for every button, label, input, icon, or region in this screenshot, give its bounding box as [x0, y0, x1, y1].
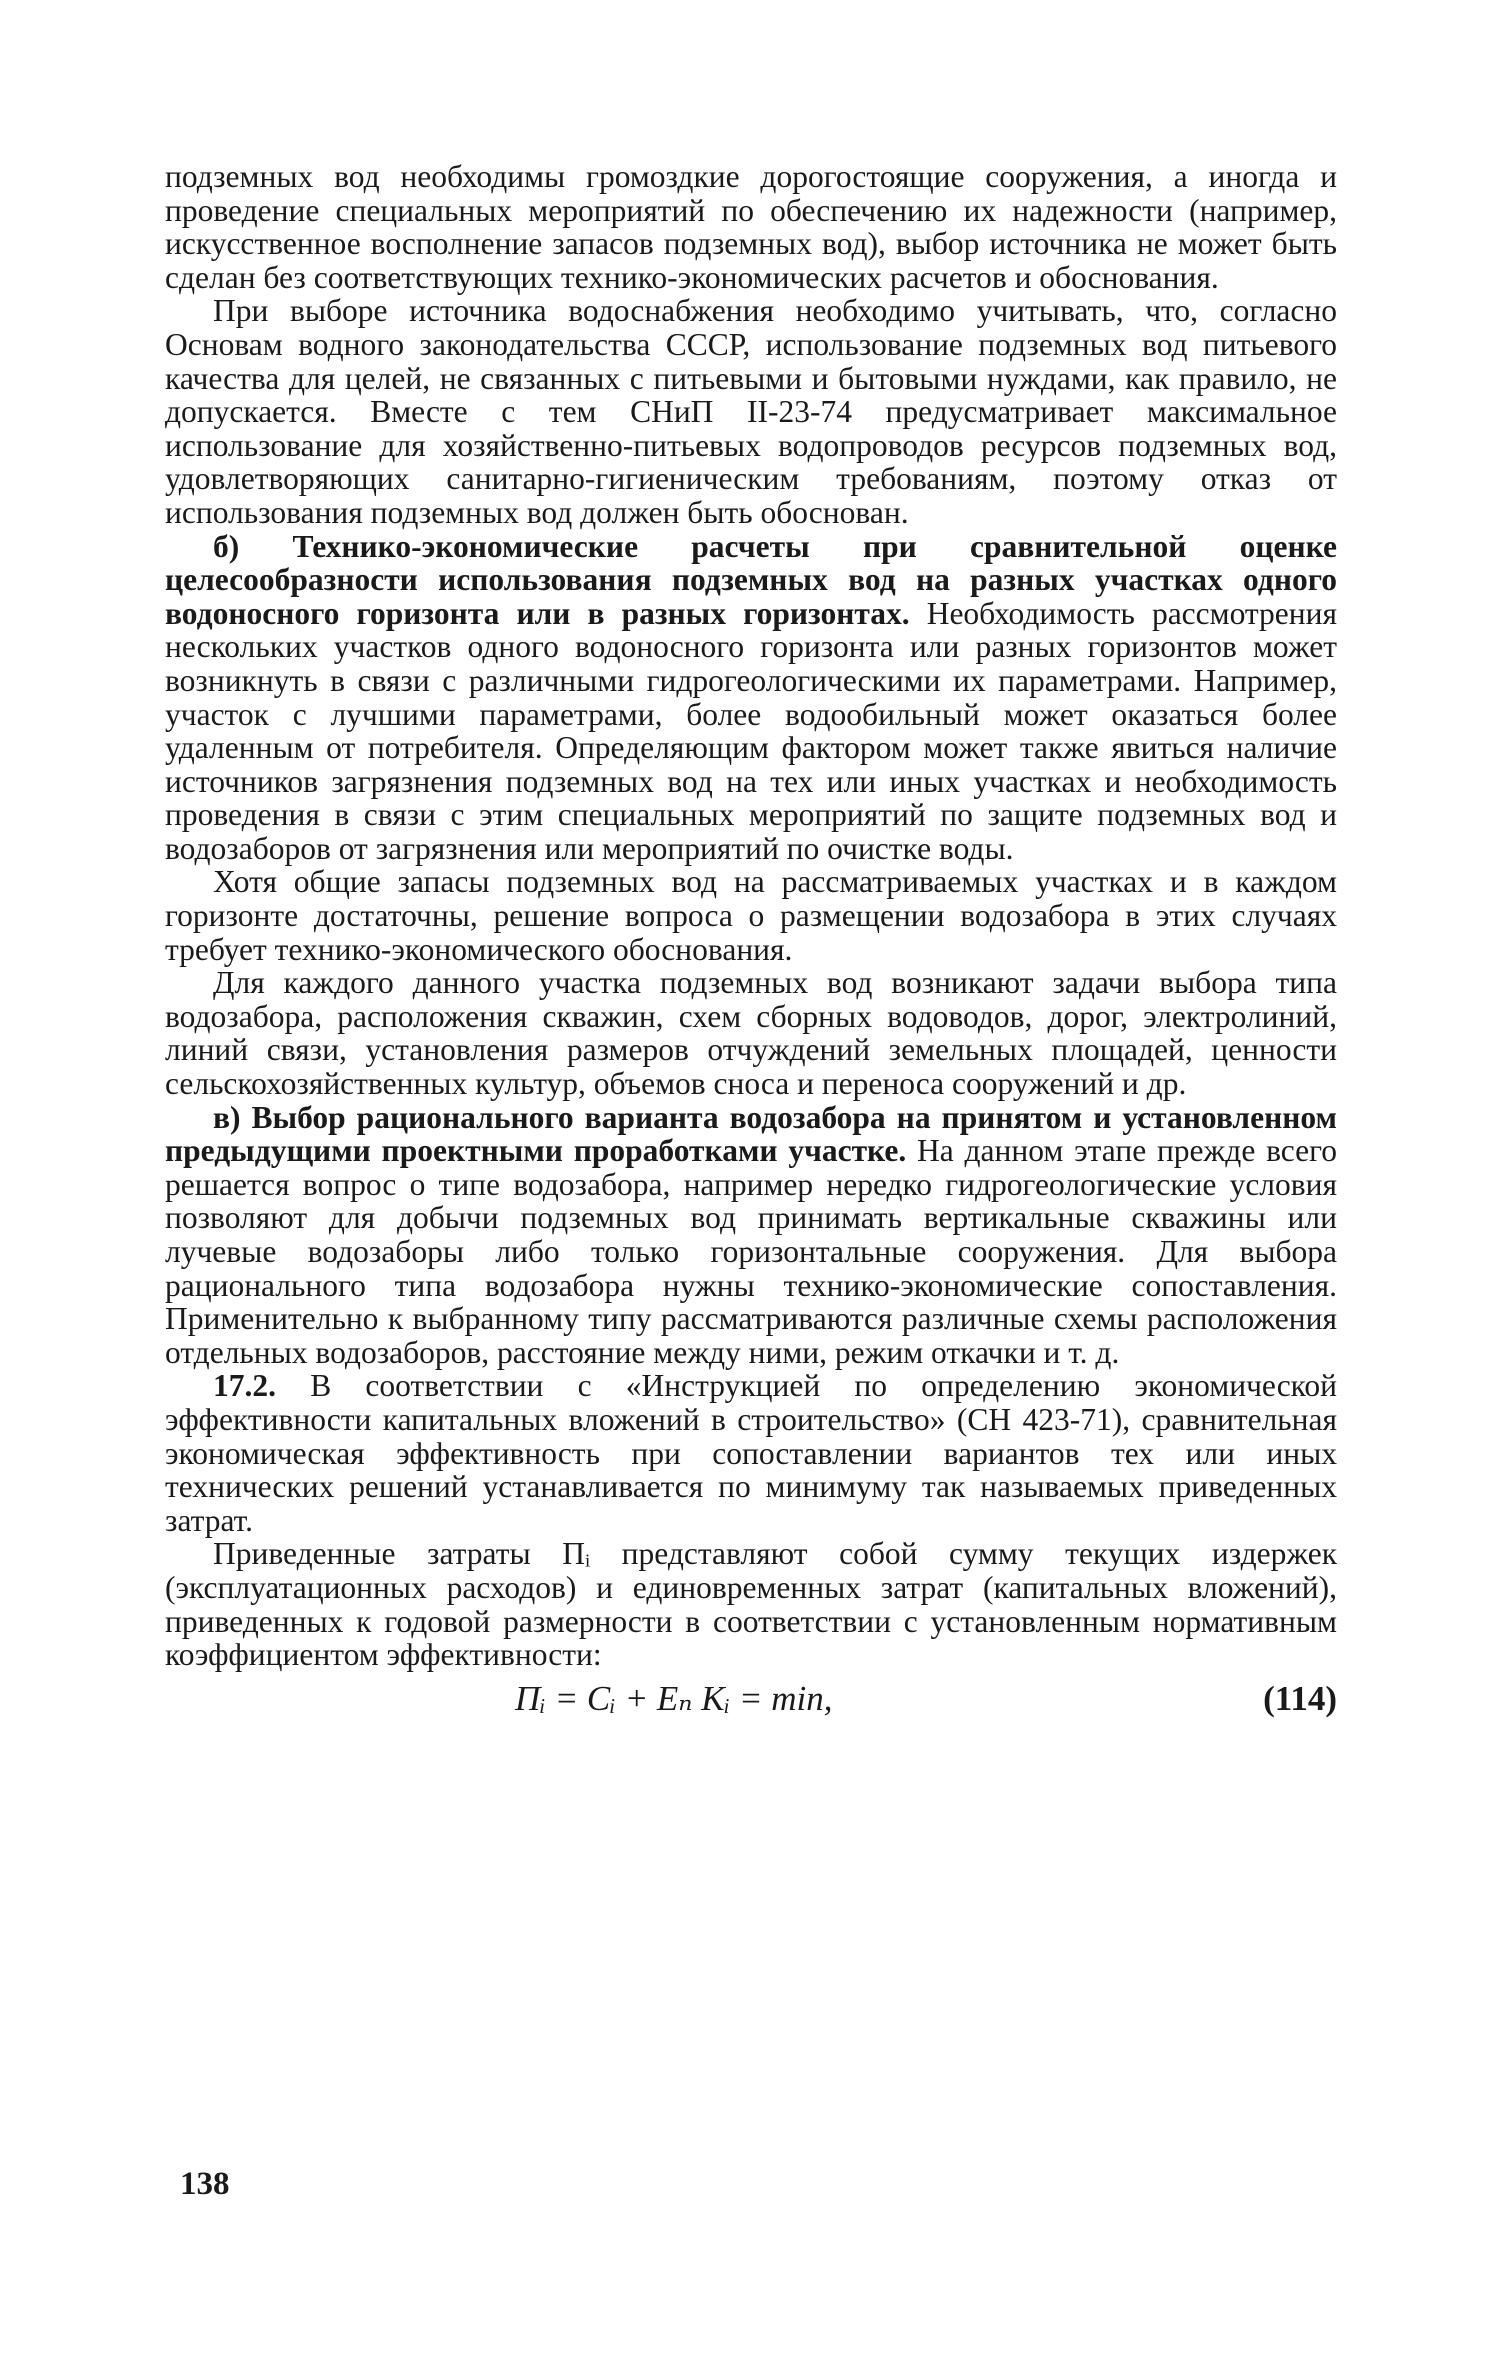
paragraph-1-text: подземных вод необходимы громоздкие дорогостоящие сооружения, а иногда и проведение специальных мероприятий по обеспечению их надежности (например, искусственное восполнение запасов подземных вод), выбор источника не может быть сделан без соответствующих технико-экономических расчетов и обоснования. [165, 159, 1337, 295]
paragraph-7-text: В соответствии с «Инструкцией по определению экономической эффективности капитальных вложений в строительство» (СН 423-71), сравнительная экономическая эффективность при сопоставлении вариантов тех или иных технических решений устанавливается по минимуму так называемых приведенных затрат. [165, 1368, 1337, 1538]
paragraph-3-text: Необходимость рассмотрения нескольких участков одного водоносного горизонта или разных горизонтов может возникнуть в связи с различными гидрогеологическими их параметрами. Например, участок с лучшими параметрами, более водообильный может оказаться более удаленным от потребителя. Определяющим фактором может также явиться наличие источников загрязнения подземных вод на тех или иных участках и необходимость проведения в связи с этим специальных мероприятий по защите подземных вод и водозаборов от загрязнения или мероприятий по очистке воды. [165, 595, 1337, 866]
equation-number: (114) [1263, 1678, 1337, 1718]
paragraph-3-lead: б) Технико-экономические расчеты при сравнительной оценке целесообразности использования подземных вод на разных участках одного водоносного горизонта или в разных горизонтах. [165, 528, 1337, 631]
paragraph-6-lead: в) Выбор рационального варианта водозабора на принятом и установленном предыдущими проектными проработками участке. [165, 1099, 1337, 1169]
paragraph-7 [165, 1369, 1337, 1537]
paragraph-7-lead: 17.2. [213, 1368, 276, 1404]
paragraph-2 [165, 294, 1337, 529]
paragraph-3 [165, 530, 1337, 866]
paragraph-4 [165, 865, 1337, 966]
paragraph-6-text: На данном этапе прежде всего решается вопрос о типе водозабора, например нередко гидрогеологические условия позволяют для добычи подземных вод принимать вертикальные скважины или лучевые водозаборы либо только горизонтальные сооружения. Для выбора рационального типа водозабора нужны технико-экономические сопоставления. Применительно к выбранному типу рассматриваются различные схемы расположения отдельных водозаборов, расстояние между ними, режим откачки и т. д. [165, 1133, 1337, 1370]
paragraph-2-text: При выборе источника водоснабжения необходимо учитывать, что, согласно Основам водного законодательства СССР, использование подземных вод питьевого качества для целей, не связанных с питьевыми и бытовыми нуждами, как правило, не допускается. Вместе с тем СНиП II-23-74 предусматривает максимальное использование для хозяйственно-питьевых водопроводов ресурсов подземных вод, удовлетворяющих санитарно-гигиеническим требованиям, поэтому отказ от использования подземных вод должен быть обоснован. [165, 293, 1337, 530]
paragraph-8 [165, 1537, 1337, 1671]
paragraph-4-text: Хотя общие запасы подземных вод на рассматриваемых участках и в каждом горизонте достаточны, решение вопроса о размещении водозабора в этих случаях требует технико-экономического обоснования. [165, 864, 1337, 967]
document-page [165, 160, 1337, 1728]
page-number: 138 [180, 2166, 230, 2202]
paragraph-1 [165, 160, 1337, 294]
equation-114 [165, 1680, 1337, 1728]
paragraph-8-text: Приведенные затраты Пᵢ представляют собой сумму текущих издержек (эксплуатационных расходов) и единовременных затрат (капитальных вложений), приведенных к годовой размерности в соответствии с установленным нормативным коэффициентом эффективности: [165, 1536, 1337, 1673]
paragraph-5-text: Для каждого данного участка подземных вод возникают задачи выбора типа водозабора, расположения скважин, схем сборных водоводов, дорог, электролиний, линий связи, установления размеров отчуждений земельных площадей, ценности сельскохозяйственных культур, объемов сноса и переноса сооружений и др. [165, 965, 1337, 1102]
equation-expression: Пᵢ = Cᵢ + Eₙ Kᵢ = min, [515, 1678, 833, 1718]
paragraph-5 [165, 966, 1337, 1100]
paragraph-6 [165, 1101, 1337, 1370]
